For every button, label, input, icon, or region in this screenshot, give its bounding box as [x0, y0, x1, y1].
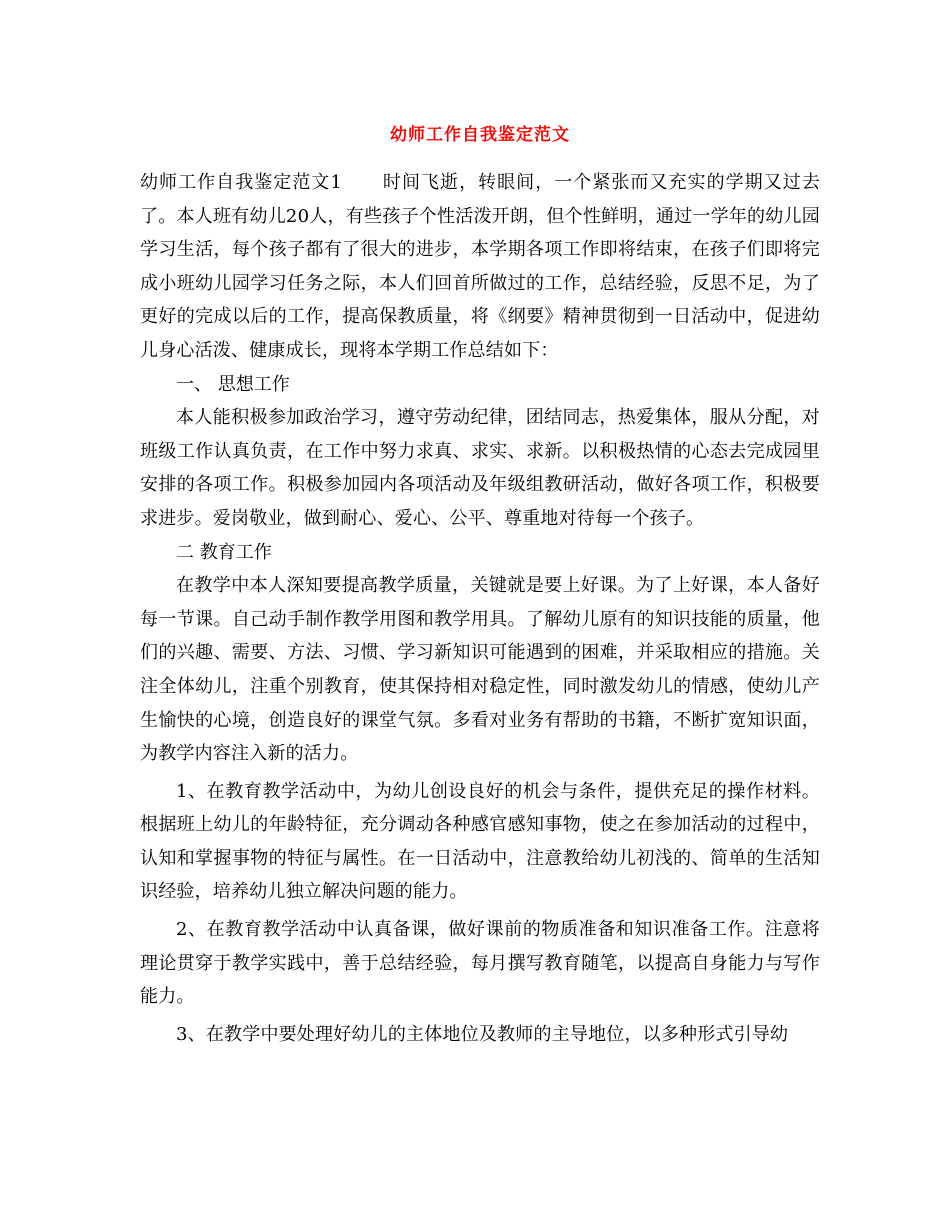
- document-title: 幼师工作自我鉴定范文: [390, 125, 570, 145]
- intro-paragraph: [140, 166, 820, 368]
- section-text-thought: 本人能积极参加政治学习，遵守劳动纪律，团结同志，热爱集体，服从分配，对班级工作认真负责，在工作中努力求真、求实、求新。以积极热情的心态去完成园里安排的各项工作。积极参加园内各项活动及年级组教研活动，做好各项工作，积极要求进步。爱岗敬业，做到耐心、爱心、公平、尊重地对待每一个孩子。: [140, 407, 820, 529]
- list-item-2: 2、在教育教学活动中认真备课，做好课前的物质准备和知识准备工作。注意将理论贯穿于教学实践中，善于总结经验，每月撰写教育随笔，以提高自身能力与写作能力。: [140, 919, 820, 1008]
- lead-label: 幼师工作自我鉴定范文1: [140, 172, 343, 193]
- list-item-3: 3、在教学中要处理好幼儿的主体地位及教师的主导地位，以多种形式引导幼: [176, 1023, 789, 1045]
- list-item-1: 1、在教育教学活动中，为幼儿创设良好的机会与条件，提供充足的操作材料。根据班上幼儿的年龄特征，充分调动各种感官感知事物，使之在参加活动的过程中，认知和掌握事物的特征与属性。在一日活动中，注意教给幼儿初浅的、简单的生活知识经验，培养幼儿独立解决问题的能力。: [140, 780, 820, 903]
- intro-text: 时间飞逝，转眼间，一个紧张而又充实的学期又过去了。本人班有幼儿20人，有些孩子个性活泼开朗，但个性鲜明，通过一学年的幼儿园学习生活，每个孩子都有了很大的进步，本学期各项工作即将结束，在孩子们即将完成小班幼儿园学习任务之际，本人们回首所做过的工作，总结经验，反思不足，为了更好的完成以后的工作，提高保教质量，将《纲要》精神贯彻到一日活动中，促进幼儿身心活泼、健康成长，现将本学期工作总结如下：: [140, 172, 820, 361]
- section-heading-education: 二 教育工作: [176, 541, 272, 563]
- section-heading-thought: 一、 思想工作: [176, 373, 290, 395]
- section-text-education: 在教学中本人深知要提高教学质量，关键就是要上好课。为了上好课，本人备好每一节课。自己动手制作教学用图和教学用具。了解幼儿原有的知识技能的质量，他们的兴趣、需要、方法、习惯、学习新知识可能遇到的困难，并采取相应的措施。关注全体幼儿，注重个别教育，使其保持相对稳定性，同时激发幼儿的情感，使幼儿产 生愉快的心境，创造良好的课堂气氛。多看对业务有帮助的书籍，不断扩宽知识面，为教学内容注入新的活力。: [140, 575, 820, 765]
- document-page: [140, 120, 820, 1051]
